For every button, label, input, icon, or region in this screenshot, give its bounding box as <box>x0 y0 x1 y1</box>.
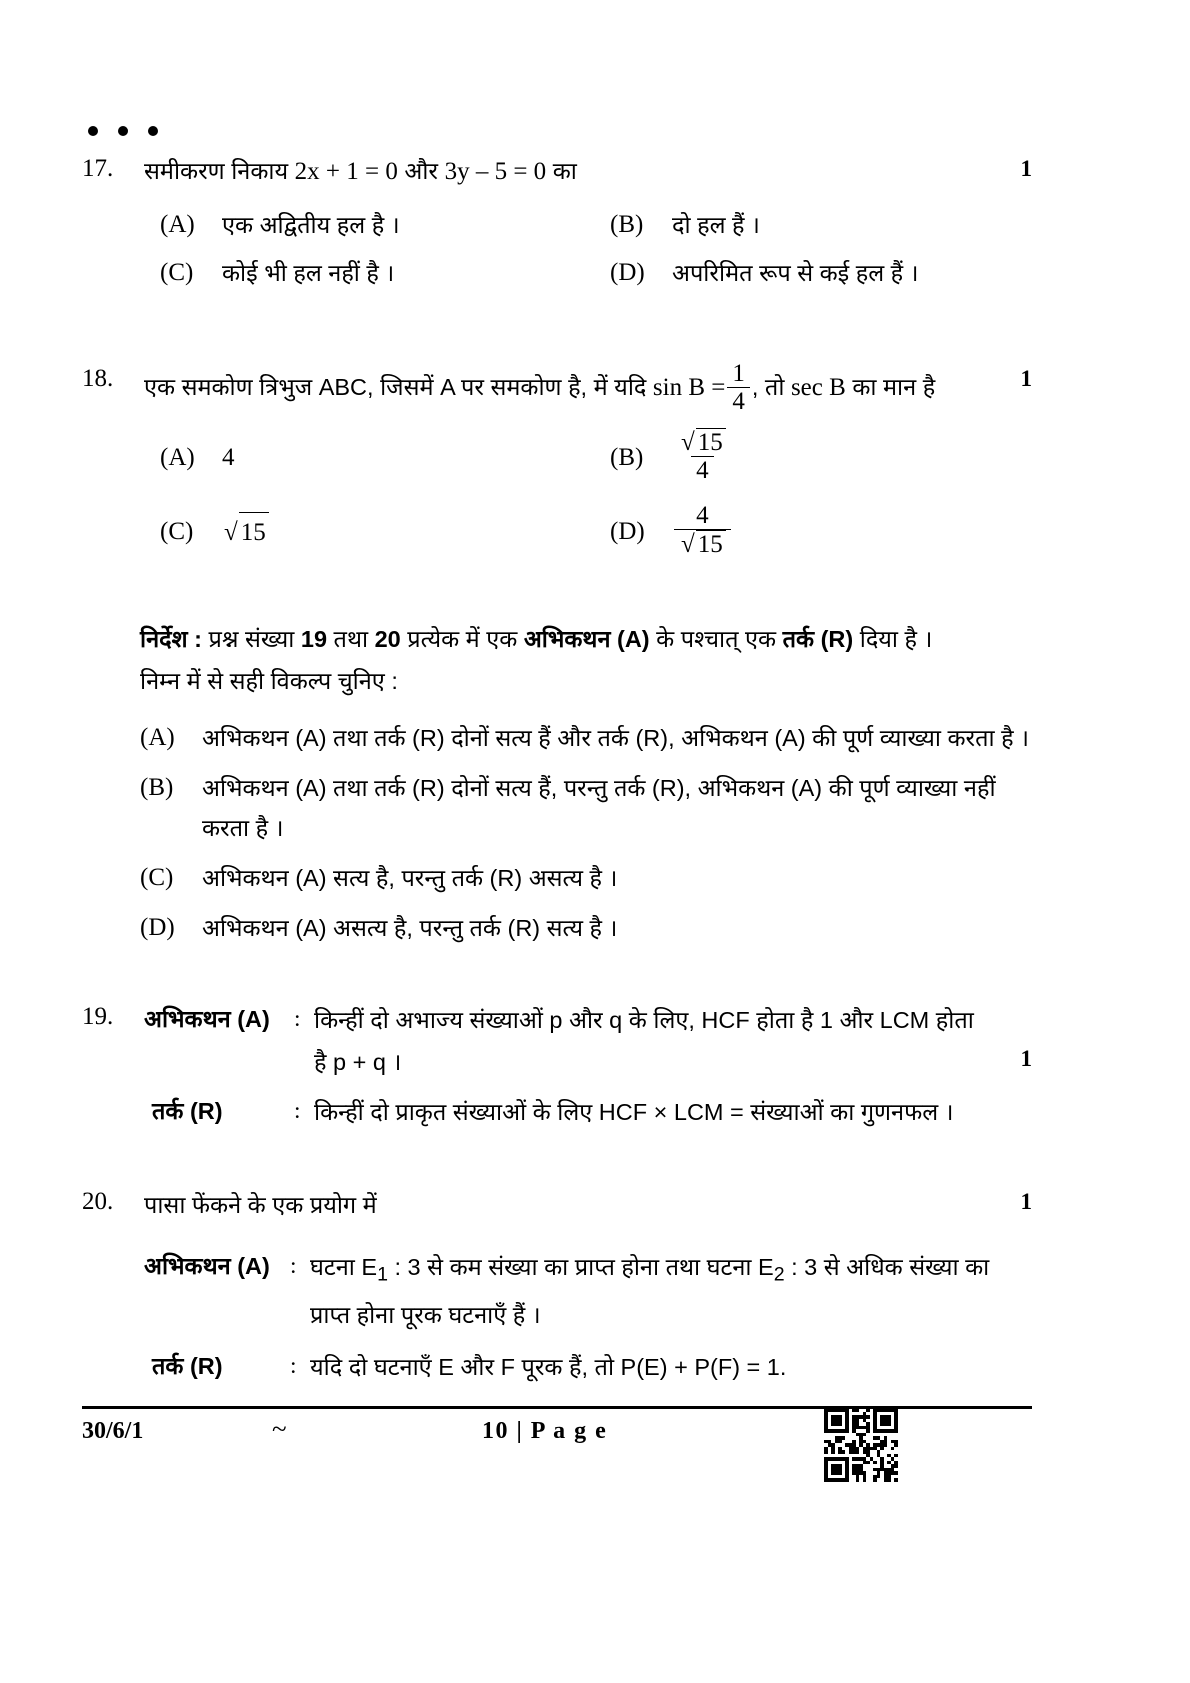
q18-fraction-denominator: 4 <box>727 387 750 415</box>
sqrt-icon <box>679 530 726 558</box>
q18-fraction-numerator: 1 <box>732 360 745 387</box>
q20-reason-text: यदि दो घटनाएँ E और F पूरक हैं, तो P(E) + P(F) = 1. <box>310 1354 787 1380</box>
sqrt-icon <box>679 428 726 456</box>
q20-reason-label: तर्क (R) <box>152 1353 223 1379</box>
question-17-marks: 1 <box>1020 156 1032 181</box>
instruction-assertion-term: अभिकथन (A) <box>523 626 650 652</box>
question-20-number: 20. <box>82 1188 114 1215</box>
q17-option-a[interactable] <box>160 205 400 245</box>
q18-option-d-fraction <box>674 502 731 558</box>
q20-assertion-line-2: प्राप्त होना पूरक घटनाएँ हैं । <box>310 1302 541 1328</box>
question-19-marks: 1 <box>1020 1046 1032 1071</box>
bullet-dot <box>88 126 98 136</box>
paper-code: 30/6/1 <box>82 1418 144 1444</box>
q18-option-b-fraction <box>674 428 731 484</box>
question-17-number: 17. <box>82 155 114 182</box>
instruction-option-b[interactable] <box>140 768 1040 848</box>
q18-option-d-value <box>672 504 733 560</box>
q17-option-c-label: (C) <box>160 259 194 286</box>
q18-option-a[interactable] <box>160 438 235 478</box>
question-18-marks: 1 <box>1020 366 1032 391</box>
page-number: 10 | P a g e <box>482 1418 608 1444</box>
question-20-marks: 1 <box>1020 1189 1032 1214</box>
q18-option-d-denominator <box>674 529 731 558</box>
q18-option-b-numerator <box>674 428 731 456</box>
radical-sign: √ <box>681 531 695 558</box>
q18-option-b-value <box>672 430 733 486</box>
q19-reason-colon: : <box>294 1098 301 1124</box>
q20-assertion-text-b: : 3 से कम संख्या का प्राप्त होना तथा घटना E <box>387 1254 774 1280</box>
q17-stem-suffix: का <box>546 158 577 184</box>
q20-event-subscript-1: 1 <box>377 1263 388 1286</box>
q18-sec-expression: sec B <box>790 374 846 402</box>
q19-assertion-line-1: किन्हीं दो अभाज्य संख्याओं p और q के लिए, HCF होता है 1 और LCM होता <box>314 1007 974 1033</box>
instruction-option-d-label: (D) <box>140 914 175 941</box>
instruction-heading <box>140 618 1040 660</box>
instruction-label: निर्देश : <box>140 626 202 652</box>
q18-fraction-one-fourth <box>727 360 750 415</box>
q17-option-d[interactable] <box>610 253 919 293</box>
q18-option-c-radicand: 15 <box>239 512 269 553</box>
bullet-dot <box>148 126 158 136</box>
instruction-q19: 19 <box>300 626 328 652</box>
q20-assertion-label: अभिकथन (A) <box>144 1253 270 1279</box>
instruction-option-d-text: अभिकथन (A) असत्य है, परन्तु तर्क (R) सत्य है । <box>202 915 618 941</box>
radical-sign: √ <box>224 519 238 546</box>
instruction-option-b-label: (B) <box>140 774 174 801</box>
question-18-stem <box>144 362 935 417</box>
q18-option-b-denominator: 4 <box>691 456 714 484</box>
instruction-choose-line: निम्न में से सही विकल्प चुनिए : <box>140 668 398 694</box>
q17-stem-mid: और <box>397 158 445 184</box>
q17-option-b-text: दो हल हैं । <box>672 212 760 238</box>
q18-option-c[interactable] <box>160 512 269 553</box>
qr-code <box>824 1408 898 1482</box>
q18-stem-part-b: , तो <box>751 374 791 401</box>
q18-option-d-label: (D) <box>610 518 645 545</box>
q18-stem-part-c: का मान है <box>845 374 936 401</box>
bullet-dot <box>118 126 128 136</box>
q18-option-b[interactable] <box>610 429 733 494</box>
q19-assertion-label: अभिकथन (A) <box>144 1006 270 1032</box>
q20-assertion-text-a: घटना E <box>310 1254 378 1280</box>
sqrt-icon <box>222 512 269 553</box>
radical-sign: √ <box>681 429 695 456</box>
q17-option-c[interactable] <box>160 253 394 293</box>
q17-option-b-label: (B) <box>610 211 644 238</box>
question-19-number: 19. <box>82 1003 114 1030</box>
q20-event-subscript-2: 2 <box>773 1263 785 1286</box>
instruction-option-c-text: अभिकथन (A) सत्य है, परन्तु तर्क (R) असत्य है । <box>202 865 618 891</box>
q18-option-b-radicand: 15 <box>696 428 726 456</box>
q20-reason-colon: : <box>290 1353 297 1379</box>
page-footer <box>82 1414 1032 1474</box>
instruction-option-c-label: (C) <box>140 864 174 891</box>
tilde-mark: ~ <box>272 1414 287 1444</box>
instruction-option-a[interactable] <box>140 718 1040 758</box>
q20-assertion-colon: : <box>290 1253 297 1279</box>
q18-option-row-1 <box>82 429 1082 502</box>
q17-stem-prefix: समीकरण निकाय <box>144 158 295 184</box>
q19-reason-text: किन्हीं दो प्राकृत संख्याओं के लिए HCF × LCM = संख्याओं का गुणनफल । <box>314 1099 954 1125</box>
question-17-stem <box>144 152 577 191</box>
q17-option-a-text: एक अद्वितीय हल है । <box>222 212 400 238</box>
q19-assertion-line-2: है p + q । <box>314 1049 402 1075</box>
q17-option-d-label: (D) <box>610 259 645 286</box>
instruction-text-a: प्रश्न संख्या <box>201 626 301 652</box>
q17-option-d-text: अपरिमित रूप से कई हल हैं । <box>672 260 919 286</box>
instruction-option-c[interactable] <box>140 858 1040 898</box>
q18-option-c-value <box>222 512 269 553</box>
q19-reason-label: तर्क (R) <box>152 1098 223 1124</box>
q18-option-d-numerator: 4 <box>696 502 709 529</box>
q20-assertion-text-c: : 3 से अधिक संख्या का <box>784 1254 990 1280</box>
q18-option-c-label: (C) <box>160 518 194 545</box>
q17-option-b[interactable] <box>610 205 760 245</box>
q20-assertion-line-1 <box>310 1247 1070 1295</box>
q17-option-c-text: कोई भी हल नहीं है । <box>222 260 395 286</box>
question-18-number: 18. <box>82 365 114 392</box>
instruction-option-d[interactable] <box>140 908 1040 948</box>
q20-stem: पासा फेंकने के एक प्रयोग में <box>144 1192 377 1218</box>
q18-option-a-label: (A) <box>160 444 195 471</box>
instruction-option-a-text: अभिकथन (A) तथा तर्क (R) दोनों सत्य हैं और तर्क (R), अभिकथन (A) की पूर्ण व्याख्या करता है । <box>202 725 1030 751</box>
q17-option-a-label: (A) <box>160 211 195 238</box>
q18-option-d[interactable] <box>610 502 733 568</box>
instruction-text-c: तथा <box>327 626 375 652</box>
q17-option-row-1 <box>82 205 1082 251</box>
q18-sin-expression: sin B = <box>652 374 726 402</box>
q18-option-d-radicand: 15 <box>696 530 726 558</box>
instruction-option-b-text: अभिकथन (A) तथा तर्क (R) दोनों सत्य हैं, परन्तु तर्क (R), अभिकथन (A) की पूर्ण व्याख्या नहीं करता है । <box>202 775 996 841</box>
instruction-text-e: के पश्चात् एक <box>649 626 783 652</box>
q18-option-a-value: 4 <box>222 444 235 471</box>
q17-equation-2: 3y – 5 = 0 <box>444 158 547 185</box>
q19-assertion-colon: : <box>294 1006 301 1032</box>
q18-option-b-label: (B) <box>610 444 644 471</box>
instruction-option-a-label: (A) <box>140 724 175 751</box>
bullet-marks <box>88 122 178 142</box>
q17-equation-1: 2x + 1 = 0 <box>294 158 398 185</box>
q18-option-row-2 <box>82 502 1082 576</box>
instruction-q20: 20 <box>374 626 401 652</box>
q17-option-row-2 <box>82 253 1082 299</box>
instruction-text-f: दिया है । <box>853 626 933 652</box>
instruction-reason-term: तर्क (R) <box>782 626 854 652</box>
instruction-text-d: प्रत्येक में एक <box>400 626 524 652</box>
q18-stem-part-a: एक समकोण त्रिभुज ABC, जिसमें A पर समकोण है, में यदि <box>144 374 653 401</box>
